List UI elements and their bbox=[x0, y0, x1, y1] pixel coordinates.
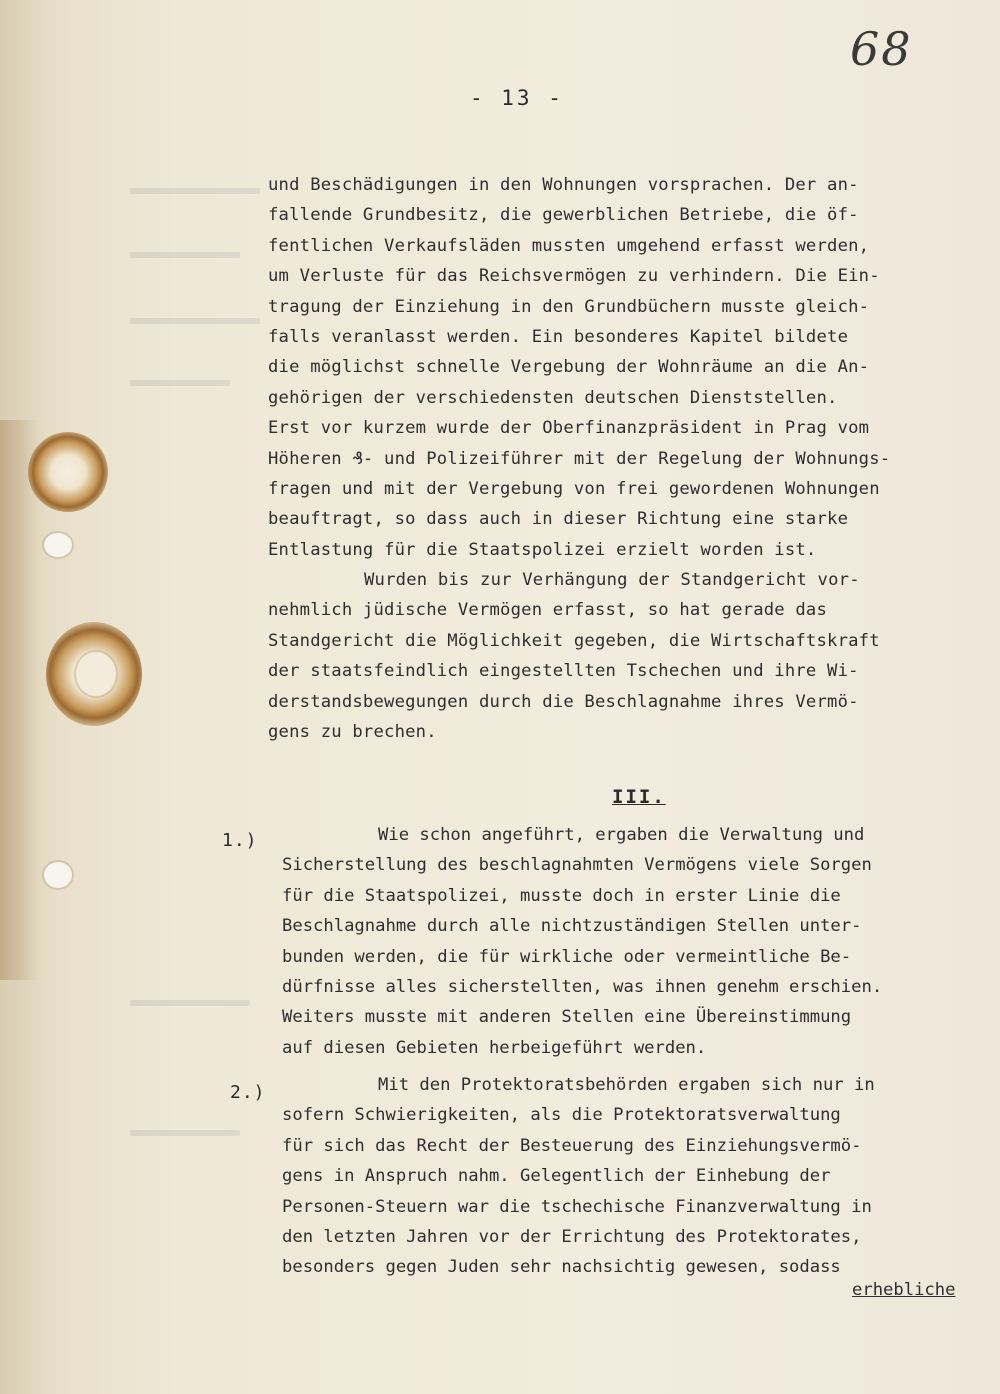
text-line: die möglichst schnelle Vergebung der Wohnräume an die An- bbox=[268, 357, 870, 378]
text-line: beauftragt, so dass auch in dieser Richtung eine starke bbox=[268, 509, 849, 530]
text-line: gens in Anspruch nahm. Gelegentlich der Einhebung der bbox=[282, 1166, 831, 1187]
text-line: der staatsfeindlich eingestellten Tschechen und ihre Wi- bbox=[268, 661, 859, 682]
text-line: derstandsbewegungen durch die Beschlagnahme ihres Vermö- bbox=[268, 691, 859, 712]
text-line: Wie schon angeführt, ergaben die Verwaltung und bbox=[378, 825, 865, 845]
text-line: Erst vor kurzem wurde der Oberfinanzpräsident in Prag vom bbox=[268, 418, 870, 439]
text-line: Personen-Steuern war die tschechische Finanzverwaltung in bbox=[282, 1196, 872, 1217]
text-line: gens zu brechen. bbox=[268, 722, 437, 743]
text-line: Weiters musste mit anderen Stellen eine Übereinstimmung bbox=[282, 1007, 852, 1028]
scorch-stain bbox=[0, 420, 40, 980]
text-line: Sicherstellung des beschlagnahmten Vermögens viele Sorgen bbox=[282, 855, 872, 876]
text-line: sofern Schwierigkeiten, als die Protektoratsverwaltung bbox=[282, 1105, 841, 1126]
bleed-through-mark bbox=[130, 188, 260, 194]
text-line: Wurden bis zur Verhängung der Standgericht vor- bbox=[364, 570, 860, 591]
intro-paragraph bbox=[268, 170, 984, 747]
text-line: gehörigen der verschiedensten deutschen Dienststellen. bbox=[268, 387, 838, 408]
punch-hole-top bbox=[44, 533, 72, 557]
text-line: den letzten Jahren vor der Errichtung des Protektorates, bbox=[282, 1226, 862, 1247]
bleed-through-mark bbox=[130, 318, 260, 324]
text-line: besonders gegen Juden sehr nachsichtig gewesen, sodass bbox=[282, 1257, 841, 1278]
handwritten-folio-number: 68 bbox=[850, 22, 913, 76]
text-line: fragen und mit der Vergebung von frei gewordenen Wohnungen bbox=[268, 478, 880, 499]
text-line: fallende Grundbesitz, die gewerblichen Betriebe, die öf- bbox=[268, 205, 859, 226]
bleed-through-mark bbox=[130, 252, 240, 258]
text-line: Beschlagnahme durch alle nichtzuständigen Stellen unter- bbox=[282, 916, 862, 937]
bleed-through-mark bbox=[130, 380, 230, 386]
section-heading: III. bbox=[612, 786, 666, 808]
item-2-paragraph bbox=[282, 1070, 982, 1283]
text-line: dürfnisse alles sicherstellten, was ihnen genehm erschien. bbox=[282, 976, 883, 997]
text-line: für sich das Recht der Besteuerung des Einziehungsvermö- bbox=[282, 1135, 862, 1156]
text-line: fentlichen Verkaufsläden mussten umgehend erfasst werden, bbox=[268, 235, 870, 256]
text-line: nehmlich jüdische Vermögen erfasst, so hat gerade das bbox=[268, 600, 828, 621]
text-line: falls veranlasst werden. Ein besonderes Kapitel bildete bbox=[268, 326, 849, 347]
punch-hole-middle bbox=[76, 652, 116, 696]
burn-mark-top bbox=[28, 432, 108, 512]
item-number: 2.) bbox=[230, 1082, 266, 1103]
item-1-paragraph bbox=[282, 820, 982, 1063]
page-number: - 13 - bbox=[470, 86, 564, 110]
punch-hole-bottom bbox=[44, 862, 72, 888]
text-line: Höheren ₰- und Polizeiführer mit der Regelung der Wohnungs- bbox=[268, 448, 891, 469]
text-line: Standgericht die Möglichkeit gegeben, die Wirtschaftskraft bbox=[268, 630, 880, 651]
text-line: Mit den Protektoratsbehörden ergaben sich nur in bbox=[378, 1075, 875, 1095]
text-line: und Beschädigungen in den Wohnungen vorsprachen. Der an- bbox=[268, 175, 859, 195]
text-line: um Verluste für das Reichsvermögen zu verhindern. Die Ein- bbox=[268, 266, 880, 287]
bleed-through-mark bbox=[130, 1000, 250, 1006]
catchword: erhebliche bbox=[852, 1280, 956, 1300]
text-line: auf diesen Gebieten herbeigeführt werden. bbox=[282, 1037, 707, 1058]
text-line: bunden werden, die für wirkliche oder vermeintliche Be- bbox=[282, 946, 852, 967]
text-line: Entlastung für die Staatspolizei erzielt worden ist. bbox=[268, 539, 817, 560]
item-number: 1.) bbox=[222, 830, 258, 851]
bleed-through-mark bbox=[130, 1130, 240, 1136]
text-line: für die Staatspolizei, musste doch in erster Linie die bbox=[282, 885, 841, 906]
text-line: tragung der Einziehung in den Grundbüchern musste gleich- bbox=[268, 296, 870, 317]
